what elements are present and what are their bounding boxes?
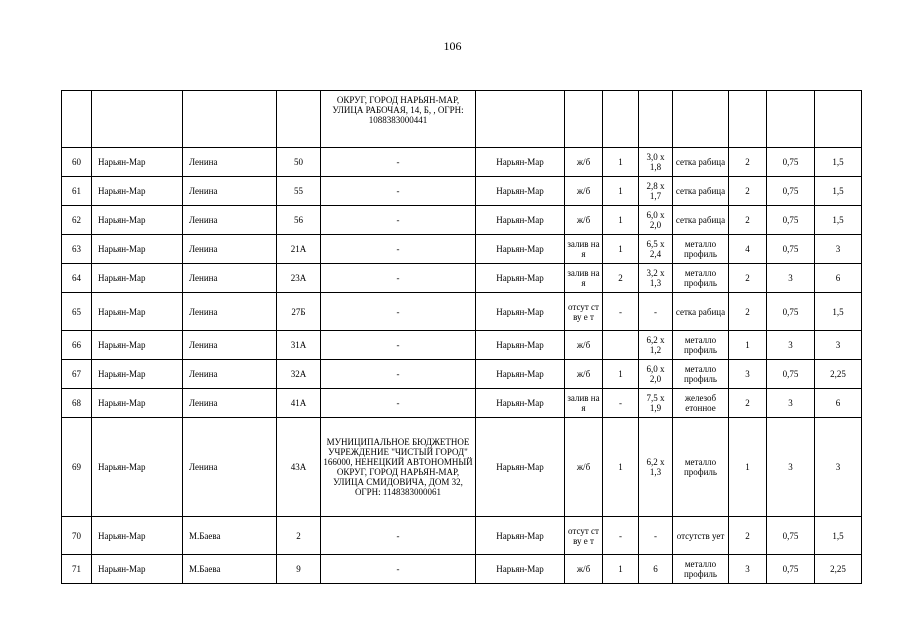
fence-type-cell: сетка рабица: [673, 206, 729, 235]
locality-cell: Нарьян-Мар: [476, 360, 565, 389]
house-number-cell: 55: [277, 177, 321, 206]
house-number-cell: 41А: [277, 389, 321, 418]
settlement-cell: Нарьян-Мар: [92, 293, 183, 331]
column-13-cell: 3: [815, 331, 862, 360]
container-count-cell: 1: [603, 555, 639, 584]
locality-cell: Нарьян-Мар: [476, 331, 565, 360]
street-cell: Ленина: [183, 177, 277, 206]
row-number-cell: 63: [62, 235, 92, 264]
locality-cell: Нарьян-Мар: [476, 293, 565, 331]
row-number-cell: 66: [62, 331, 92, 360]
house-number-cell: 9: [277, 555, 321, 584]
column-13-cell: 1,5: [815, 517, 862, 555]
table-row: [62, 555, 862, 584]
surface-type-cell: ж/б: [565, 148, 603, 177]
column-11-cell: 1: [729, 331, 767, 360]
locality-cell: Нарьян-Мар: [476, 418, 565, 517]
column-11-cell: 2: [729, 264, 767, 293]
settlement-cell: Нарьян-Мар: [92, 360, 183, 389]
street-cell: М.Баева: [183, 517, 277, 555]
site-size-cell: -: [639, 293, 673, 331]
table-row: [62, 360, 862, 389]
locality-cell: Нарьян-Мар: [476, 517, 565, 555]
settlement-cell: Нарьян-Мар: [92, 418, 183, 517]
site-size-cell: 6,2 х 1,3: [639, 418, 673, 517]
table-row: [62, 418, 862, 517]
row-number-cell: 65: [62, 293, 92, 331]
settlement-cell: Нарьян-Мар: [92, 148, 183, 177]
street-cell: Ленина: [183, 331, 277, 360]
street-cell: Ленина: [183, 389, 277, 418]
continuation-row: [62, 91, 862, 148]
surface-type-cell: ж/б: [565, 331, 603, 360]
street-cell: Ленина: [183, 293, 277, 331]
column-11-cell: 2: [729, 177, 767, 206]
fence-type-cell: сетка рабица: [673, 148, 729, 177]
surface-type-cell: залив ная: [565, 235, 603, 264]
row-number-cell: 70: [62, 517, 92, 555]
settlement-cell: Нарьян-Мар: [92, 177, 183, 206]
column-13-cell: 2,25: [815, 360, 862, 389]
containers-table: [61, 90, 862, 584]
row-number-cell: 71: [62, 555, 92, 584]
table-row: [62, 389, 862, 418]
column-13-cell: 1,5: [815, 177, 862, 206]
house-number-cell: 23А: [277, 264, 321, 293]
surface-type-cell: отсут ству е т: [565, 293, 603, 331]
table-row: [62, 235, 862, 264]
table-row: [62, 331, 862, 360]
container-count-cell: [603, 331, 639, 360]
settlement-cell: Нарьян-Мар: [92, 206, 183, 235]
column-11-cell: 2: [729, 517, 767, 555]
street-cell: М.Баева: [183, 555, 277, 584]
locality-cell: Нарьян-Мар: [476, 235, 565, 264]
column-12-cell: 0,75: [767, 148, 815, 177]
column-11-cell: 2: [729, 293, 767, 331]
container-count-cell: 1: [603, 235, 639, 264]
column-13-cell: 3: [815, 418, 862, 517]
fence-type-cell: металло профиль: [673, 555, 729, 584]
surface-type-cell: отсут ству е т: [565, 517, 603, 555]
owner-cell: -: [321, 389, 476, 418]
column-11-cell: 4: [729, 235, 767, 264]
column-12-cell: 0,75: [767, 177, 815, 206]
row-number-cell: 64: [62, 264, 92, 293]
fence-type-cell: сетка рабица: [673, 177, 729, 206]
surface-type-cell: ж/б: [565, 418, 603, 517]
house-number-cell: 31А: [277, 331, 321, 360]
street-cell: Ленина: [183, 264, 277, 293]
table-row: [62, 293, 862, 331]
row-number-cell: 61: [62, 177, 92, 206]
column-12-cell: 0,75: [767, 206, 815, 235]
fence-type-cell: металло профиль: [673, 360, 729, 389]
column-12-cell: 3: [767, 418, 815, 517]
row-number-cell: 62: [62, 206, 92, 235]
container-count-cell: -: [603, 517, 639, 555]
table-row: [62, 264, 862, 293]
column-12-cell: 0,75: [767, 235, 815, 264]
surface-type-cell: залив ная: [565, 389, 603, 418]
container-count-cell: -: [603, 293, 639, 331]
column-13-cell: 3: [815, 235, 862, 264]
locality-cell: Нарьян-Мар: [476, 264, 565, 293]
site-size-cell: 6,5 х 2,4: [639, 235, 673, 264]
container-count-cell: 1: [603, 418, 639, 517]
column-12-cell: 3: [767, 389, 815, 418]
fence-type-cell: металло профиль: [673, 331, 729, 360]
container-count-cell: 1: [603, 360, 639, 389]
site-size-cell: 6,2 х 1,2: [639, 331, 673, 360]
column-13-cell: 1,5: [815, 293, 862, 331]
owner-cell: -: [321, 555, 476, 584]
site-size-cell: -: [639, 517, 673, 555]
fence-type-cell: металло профиль: [673, 235, 729, 264]
site-size-cell: 3,2 х 1,3: [639, 264, 673, 293]
owner-cell: -: [321, 360, 476, 389]
settlement-cell: Нарьян-Мар: [92, 264, 183, 293]
street-cell: Ленина: [183, 206, 277, 235]
surface-type-cell: ж/б: [565, 360, 603, 389]
owner-cell: -: [321, 517, 476, 555]
fence-type-cell: металло профиль: [673, 264, 729, 293]
fence-type-cell: отсутств ует: [673, 517, 729, 555]
owner-cell: -: [321, 264, 476, 293]
column-12-cell: 0,75: [767, 360, 815, 389]
house-number-cell: 43А: [277, 418, 321, 517]
row-number-cell: 67: [62, 360, 92, 389]
column-13-cell: 6: [815, 389, 862, 418]
container-count-cell: 2: [603, 264, 639, 293]
owner-cell: МУНИЦИПАЛЬНОЕ БЮДЖЕТНОЕ УЧРЕЖДЕНИЕ "ЧИСТЫЙ ГОРОД" 166000, НЕНЕЦКИЙ АВТОНОМНЫЙ ОКРУГ, ГОРОД НАРЬЯН-МАР, УЛИЦА СМИДОВИЧА, ДОМ 32, ОГРН: 1148383000061: [321, 418, 476, 517]
column-12-cell: 3: [767, 264, 815, 293]
surface-type-cell: ж/б: [565, 177, 603, 206]
row-number-cell: 69: [62, 418, 92, 517]
street-cell: Ленина: [183, 360, 277, 389]
owner-cell: -: [321, 293, 476, 331]
locality-cell: Нарьян-Мар: [476, 555, 565, 584]
site-size-cell: 3,0 х 1,8: [639, 148, 673, 177]
locality-cell: Нарьян-Мар: [476, 206, 565, 235]
fence-type-cell: железоб етонное: [673, 389, 729, 418]
owner-cell: -: [321, 331, 476, 360]
fence-type-cell: металло профиль: [673, 418, 729, 517]
page-number: 106: [443, 39, 462, 53]
locality-cell: Нарьян-Мар: [476, 389, 565, 418]
house-number-cell: 50: [277, 148, 321, 177]
surface-type-cell: ж/б: [565, 555, 603, 584]
column-13-cell: 1,5: [815, 206, 862, 235]
house-number-cell: 21А: [277, 235, 321, 264]
table-row: [62, 206, 862, 235]
row-number-cell: 60: [62, 148, 92, 177]
locality-cell: Нарьян-Мар: [476, 148, 565, 177]
house-number-cell: 56: [277, 206, 321, 235]
column-13-cell: 1,5: [815, 148, 862, 177]
owner-cell: -: [321, 235, 476, 264]
house-number-cell: 27Б: [277, 293, 321, 331]
row-number-cell: 68: [62, 389, 92, 418]
surface-type-cell: ж/б: [565, 206, 603, 235]
container-count-cell: 1: [603, 148, 639, 177]
column-11-cell: 3: [729, 555, 767, 584]
street-cell: Ленина: [183, 235, 277, 264]
street-cell: Ленина: [183, 418, 277, 517]
fence-type-cell: сетка рабица: [673, 293, 729, 331]
site-size-cell: 6: [639, 555, 673, 584]
column-11-cell: 2: [729, 389, 767, 418]
column-11-cell: 1: [729, 418, 767, 517]
settlement-cell: Нарьян-Мар: [92, 235, 183, 264]
column-12-cell: 0,75: [767, 293, 815, 331]
settlement-cell: Нарьян-Мар: [92, 331, 183, 360]
column-11-cell: 2: [729, 148, 767, 177]
settlement-cell: Нарьян-Мар: [92, 517, 183, 555]
site-size-cell: 6,0 х 2,0: [639, 360, 673, 389]
street-cell: Ленина: [183, 148, 277, 177]
column-12-cell: 0,75: [767, 517, 815, 555]
table-row: [62, 177, 862, 206]
site-size-cell: 6,0 х 2,0: [639, 206, 673, 235]
surface-type-cell: залив ная: [565, 264, 603, 293]
column-11-cell: 2: [729, 206, 767, 235]
house-number-cell: 2: [277, 517, 321, 555]
column-12-cell: 0,75: [767, 555, 815, 584]
owner-cell: -: [321, 148, 476, 177]
site-size-cell: 7,5 х 1,9: [639, 389, 673, 418]
locality-cell: Нарьян-Мар: [476, 177, 565, 206]
table-row: [62, 148, 862, 177]
column-11-cell: 3: [729, 360, 767, 389]
settlement-cell: Нарьян-Мар: [92, 389, 183, 418]
owner-cell: -: [321, 206, 476, 235]
container-count-cell: 1: [603, 177, 639, 206]
table-row: [62, 517, 862, 555]
container-count-cell: -: [603, 389, 639, 418]
owner-cell: -: [321, 177, 476, 206]
site-size-cell: 2,8 х 1,7: [639, 177, 673, 206]
house-number-cell: 32А: [277, 360, 321, 389]
column-13-cell: 2,25: [815, 555, 862, 584]
settlement-cell: Нарьян-Мар: [92, 555, 183, 584]
owner-cell: ОКРУГ, ГОРОД НАРЬЯН-МАР, УЛИЦА РАБОЧАЯ, 14, Б, , ОГРН: 1088383000441: [321, 91, 476, 148]
column-13-cell: 6: [815, 264, 862, 293]
column-12-cell: 3: [767, 331, 815, 360]
container-count-cell: 1: [603, 206, 639, 235]
